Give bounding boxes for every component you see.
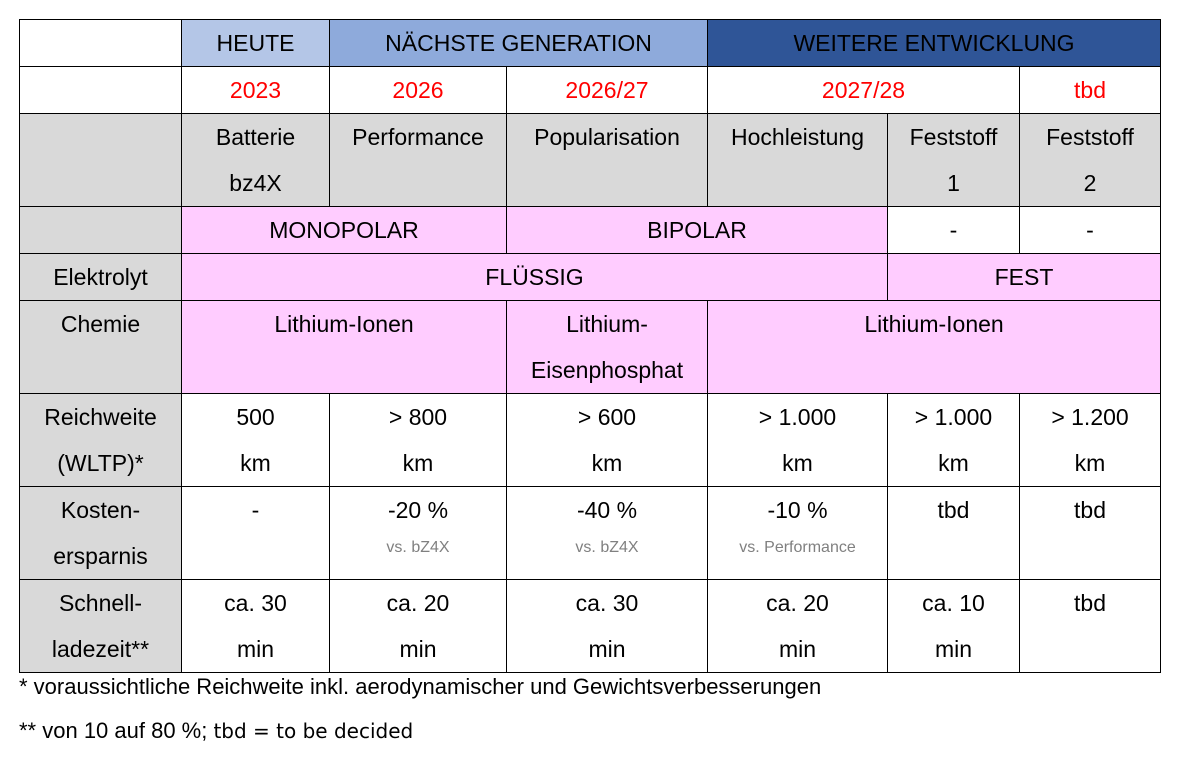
row-label: Chemie — [20, 301, 182, 394]
header-heute: HEUTE — [182, 20, 330, 67]
battery-name-cell: Feststoff 1 — [888, 114, 1020, 207]
ladezeit-row — [20, 580, 1161, 673]
dash-cell: - — [888, 207, 1020, 254]
value-cell: tbd — [1020, 487, 1161, 580]
value-cell: -20 % vs. bZ4X — [330, 487, 507, 580]
header-naechste-generation: NÄCHSTE GENERATION — [330, 20, 708, 67]
chemie-row — [20, 301, 1161, 394]
corner-cell — [20, 20, 182, 67]
value-cell: -40 % vs. bZ4X — [507, 487, 708, 580]
fluessig-cell: FLÜSSIG — [182, 254, 888, 301]
value-cell: tbd — [888, 487, 1020, 580]
battery-name-cell: Feststoff 2 — [1020, 114, 1161, 207]
reichweite-row — [20, 394, 1161, 487]
chemie-cell: Lithium-Ionen — [708, 301, 1161, 394]
value-cell: 500 km — [182, 394, 330, 487]
battery-name-cell: Batterie bz4X — [182, 114, 330, 207]
battery-name-cell: Performance — [330, 114, 507, 207]
value-cell: > 1.000 km — [888, 394, 1020, 487]
chemie-cell: Lithium-Ionen — [182, 301, 507, 394]
value-cell: > 1.200 km — [1020, 394, 1161, 487]
value-cell: tbd — [1020, 580, 1161, 673]
value-cell: > 800 km — [330, 394, 507, 487]
chemie-cell: Lithium- Eisenphosphat — [507, 301, 708, 394]
battery-name-cell: Hochleistung — [708, 114, 888, 207]
year-cell: 2027/28 — [708, 67, 1020, 114]
battery-name-row — [20, 114, 1161, 207]
value-cell: - — [182, 487, 330, 580]
battery-name-cell: Popularisation — [507, 114, 708, 207]
dash-cell: - — [1020, 207, 1161, 254]
footnote-ladezeit: ** von 10 auf 80 %; tbd = to be decided — [19, 718, 414, 743]
year-row — [20, 67, 1161, 114]
row-label: Reichweite (WLTP)* — [20, 394, 182, 487]
fest-cell: FEST — [888, 254, 1161, 301]
footnote-reichweite: * voraussichtliche Reichweite inkl. aerodynamischer und Gewichtsverbesserungen — [19, 674, 822, 699]
value-cell: -10 % vs. Performance — [708, 487, 888, 580]
monopolar-cell: MONOPOLAR — [182, 207, 507, 254]
row-label: Schnell- ladezeit** — [20, 580, 182, 673]
type-row — [20, 207, 1161, 254]
year-cell: tbd — [1020, 67, 1161, 114]
value-cell: ca. 10 min — [888, 580, 1020, 673]
value-cell: ca. 20 min — [330, 580, 507, 673]
year-cell: 2026 — [330, 67, 507, 114]
elektrolyt-row — [20, 254, 1161, 301]
year-cell: 2023 — [182, 67, 330, 114]
bipolar-cell: BIPOLAR — [507, 207, 888, 254]
header-weitere-entwicklung: WEITERE ENTWICKLUNG — [708, 20, 1161, 67]
year-cell: 2026/27 — [507, 67, 708, 114]
value-cell: > 1.000 km — [708, 394, 888, 487]
row-label: Elektrolyt — [20, 254, 182, 301]
kosten-row — [20, 487, 1161, 580]
header-row — [20, 20, 1161, 67]
value-cell: ca. 20 min — [708, 580, 888, 673]
value-cell: ca. 30 min — [182, 580, 330, 673]
row-label: Kosten- ersparnis — [20, 487, 182, 580]
value-cell: > 600 km — [507, 394, 708, 487]
value-cell: ca. 30 min — [507, 580, 708, 673]
battery-roadmap-table — [19, 19, 1161, 673]
